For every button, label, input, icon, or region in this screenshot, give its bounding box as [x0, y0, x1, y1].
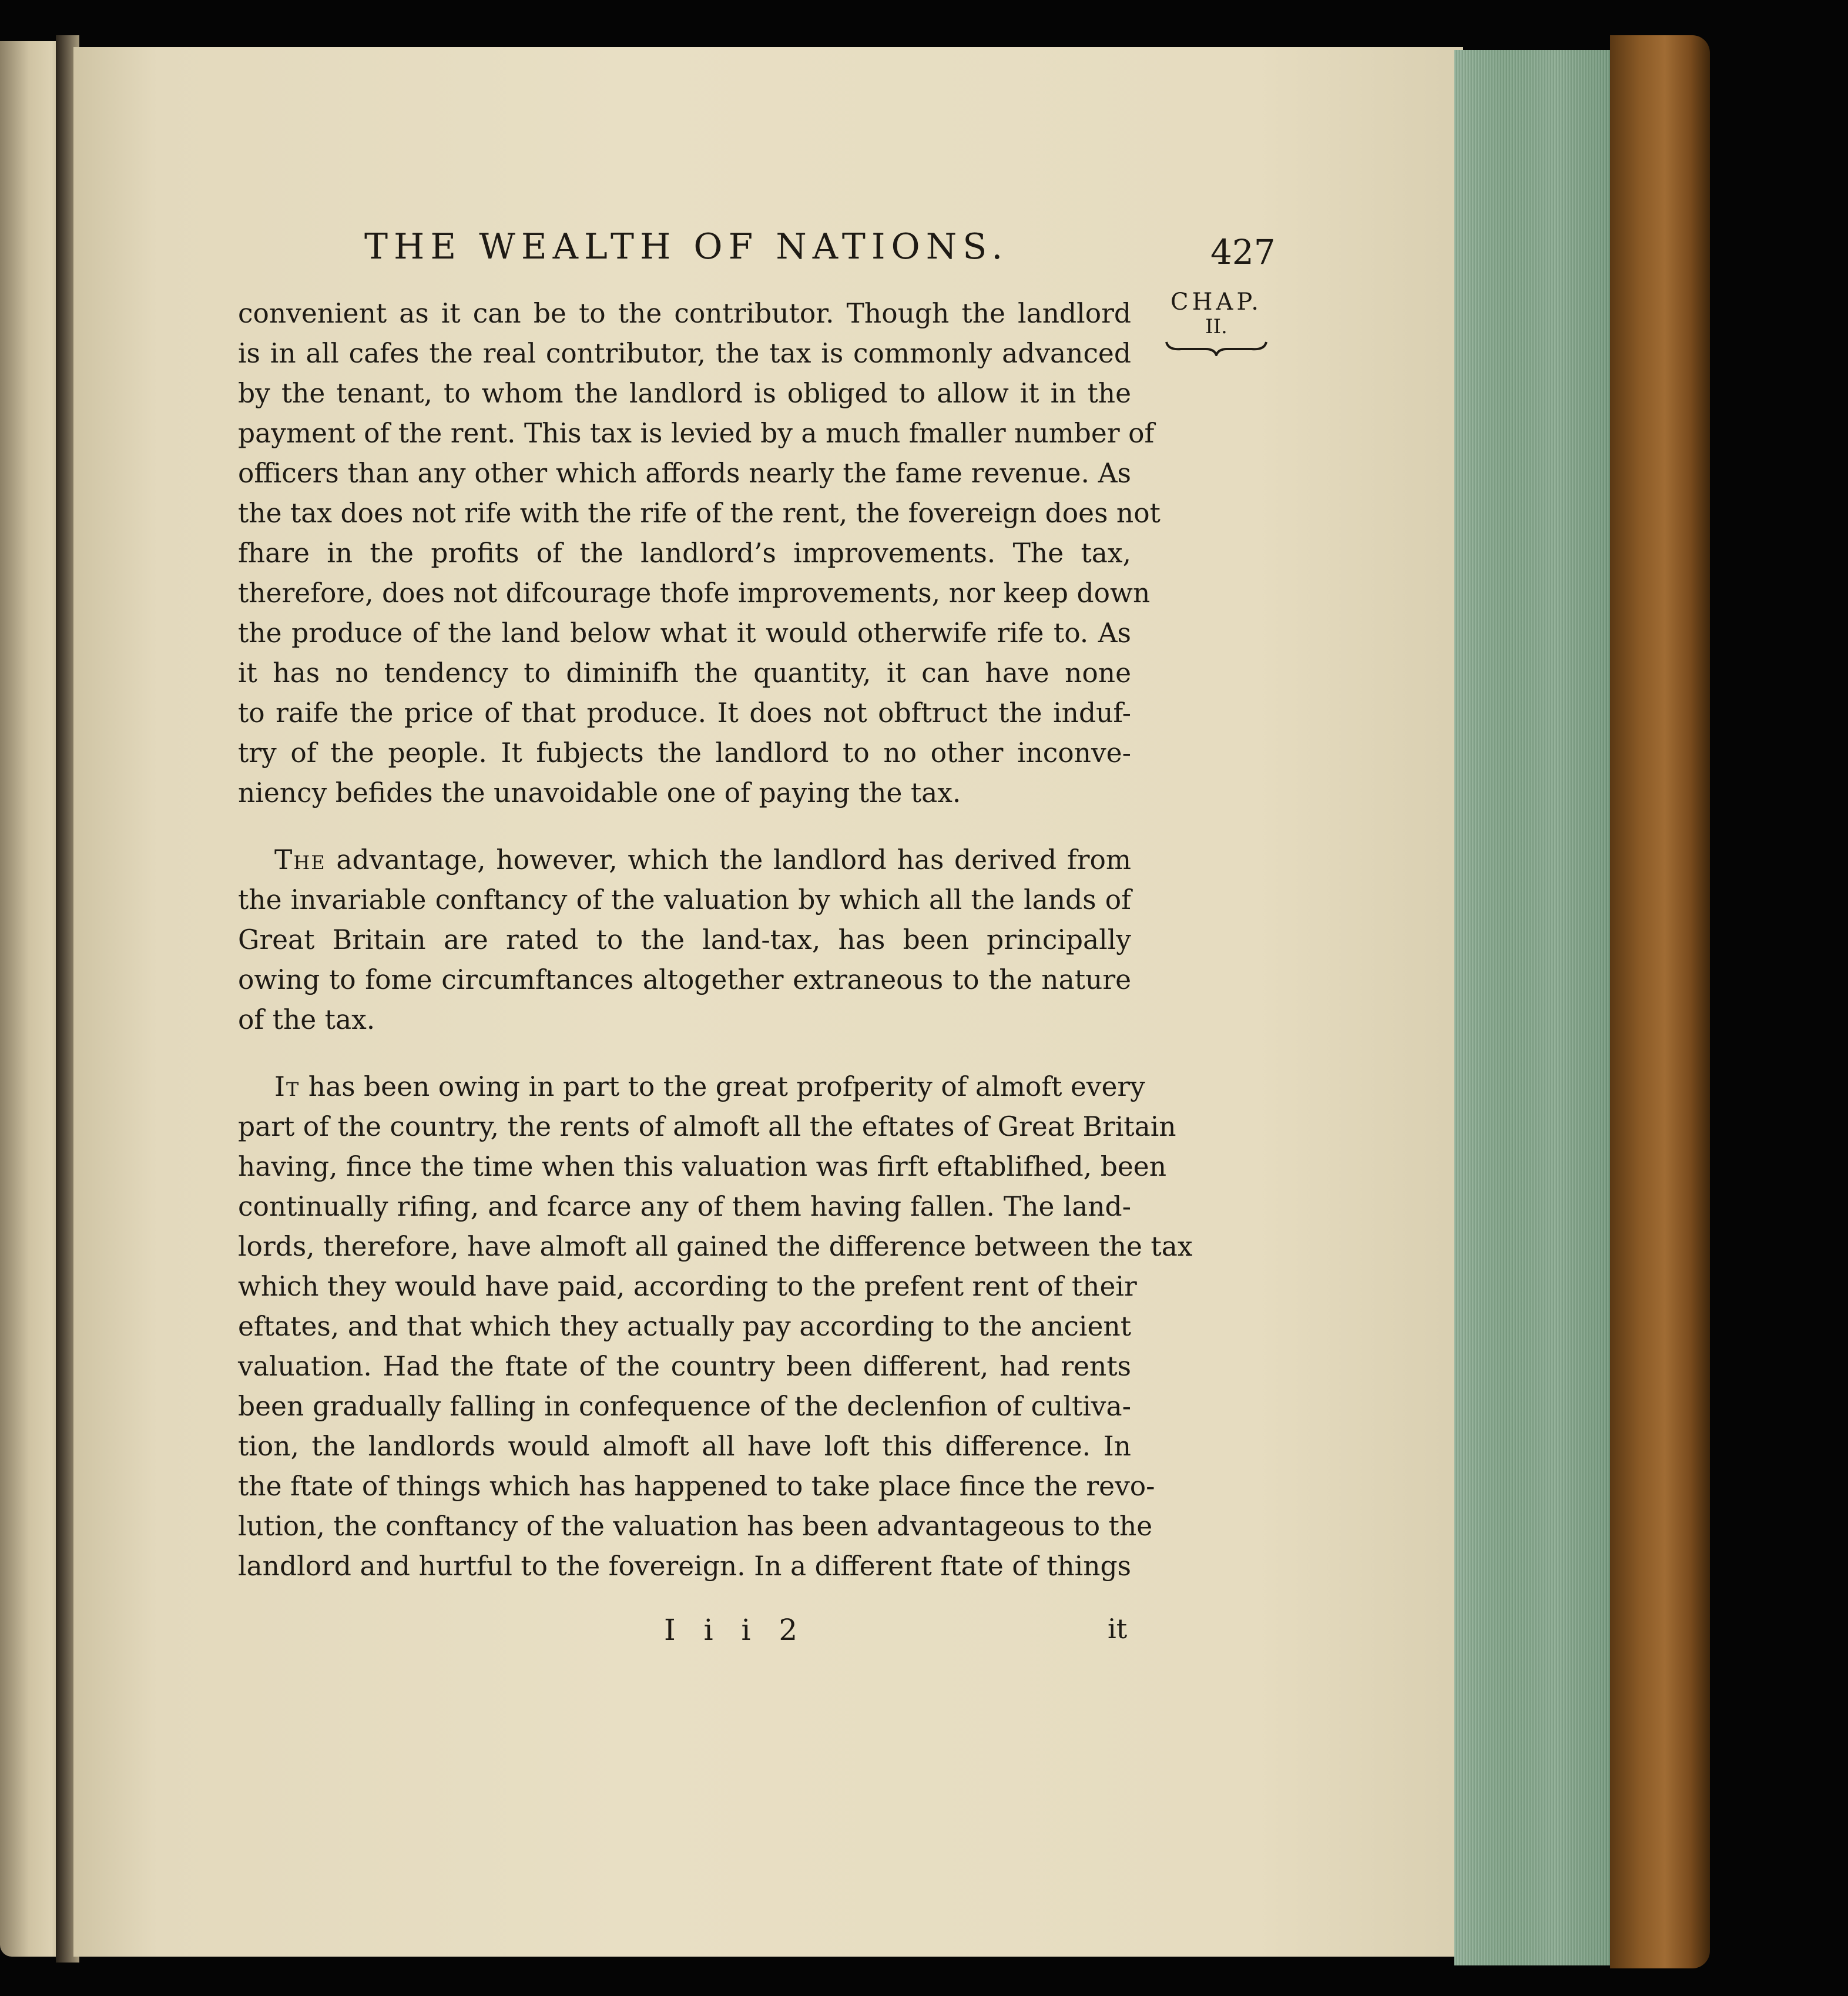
text-line: is in all cafes the real contributor, the tax is commonly advanced [238, 338, 1131, 369]
text-line: it has no tendency to diminifh the quantity, it can have none [238, 657, 1131, 689]
catchword: it [1108, 1613, 1128, 1645]
chapter-label: CHAP. [1170, 289, 1262, 316]
text-line: landlord and hurtful to the fovereign. In a different ftate of things [238, 1551, 1131, 1582]
chapter-number: II. [1205, 315, 1227, 338]
text-line: part of the country, the rents of almoft all the eftates of Great Britain [238, 1111, 1176, 1142]
text-line: by the tenant, to whom the landlord is obliged to allow it in the [238, 378, 1131, 409]
text-line: lords, therefore, have almoft all gained the difference between the tax [238, 1231, 1193, 1262]
text-line: the produce of the land below what it would otherwife rife to. As [238, 618, 1131, 649]
leather-binding [1610, 35, 1710, 1968]
text-line: owing to fome circumftances altogether extraneous to the nature [238, 964, 1131, 995]
previous-page-edge [0, 41, 65, 1957]
body-text [238, 294, 1193, 1586]
paragraph-lead: It [274, 1071, 300, 1102]
text-line: continually rifing, and fcarce any of them having fallen. The land- [238, 1191, 1131, 1222]
text-line: the invariable conftancy of the valuation by which all the lands of [238, 884, 1131, 915]
brace-icon [1163, 338, 1269, 356]
text-line: of the tax. [238, 1004, 375, 1035]
text-line: been gradually falling in confequence of the declenfion of cultiva- [238, 1391, 1131, 1422]
text-line: the ftate of things which has happened to take place fince the revo- [238, 1471, 1155, 1502]
chapter-margin-note [1158, 288, 1275, 356]
text-line: niency befides the unavoidable one of paying the tax. [238, 777, 961, 809]
text-line [238, 1067, 1145, 1107]
text-line: officers than any other which affords nearly the fame revenue. As [238, 458, 1131, 489]
text-line: fhare in the profits of the landlord’s improvements. The tax, [238, 538, 1131, 569]
paragraph-lead: The [274, 844, 326, 875]
text-fragment: has been owing in part to the great profperity of almoft every [300, 1071, 1145, 1102]
text-line: Great Britain are rated to the land-tax, has been principally [238, 924, 1131, 955]
paragraph-1 [238, 294, 1161, 813]
page-number: 427 [1210, 232, 1276, 272]
paragraph-2 [238, 840, 1131, 1040]
text-line: having, fince the time when this valuation was firft eftablifhed, been [238, 1151, 1167, 1182]
paragraph-3 [238, 1067, 1193, 1586]
signature-mark: I i i 2 [664, 1613, 807, 1647]
text-line [238, 840, 1131, 880]
text-line: valuation. Had the ftate of the country been different, had rents [238, 1351, 1131, 1382]
text-line: lution, the conftancy of the valuation has been advantageous to the [238, 1511, 1153, 1542]
text-line: tion, the landlords would almoft all have loft this difference. In [238, 1431, 1131, 1462]
text-line: to raife the price of that produce. It does not obftruct the induf- [238, 697, 1131, 729]
text-line: payment of the rent. This tax is levied by a much fmaller number of [238, 418, 1155, 449]
text-line: therefore, does not difcourage thofe improvements, nor keep down [238, 578, 1151, 609]
text-line: try of the people. It fubjects the landlord to no other inconve- [238, 737, 1131, 769]
text-line: eftates, and that which they actually pay according to the ancient [238, 1311, 1131, 1342]
text-line: convenient as it can be to the contributor. Though the landlord [238, 298, 1131, 329]
running-title: THE WEALTH OF NATIONS. [364, 226, 1009, 267]
text-fragment: advantage, however, which the landlord has derived from [326, 844, 1131, 875]
page-fore-edge [1454, 50, 1625, 1965]
text-line: the tax does not rife with the rife of the rent, the fovereign does not [238, 498, 1161, 529]
text-line: which they would have paid, according to the prefent rent of their [238, 1271, 1137, 1302]
